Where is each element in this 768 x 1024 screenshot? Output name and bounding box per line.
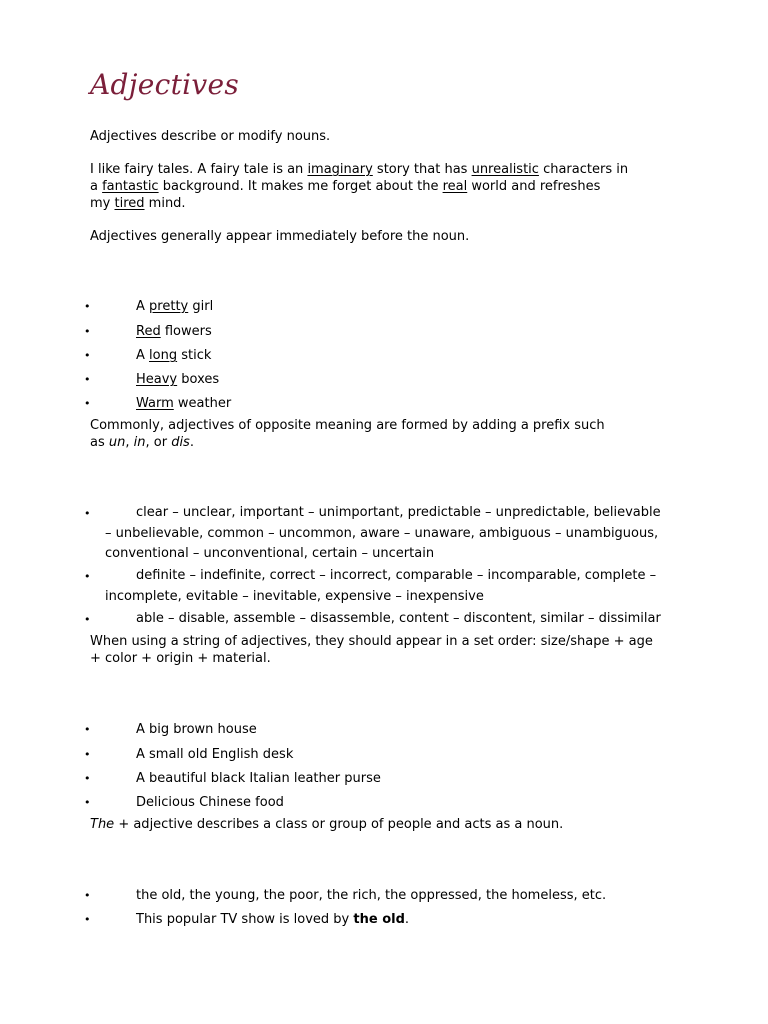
list-item: A big brown house [136, 722, 257, 737]
bullet-icon: • [84, 397, 91, 410]
list-item: Heavy boxes [136, 372, 220, 387]
fairy-line-1: I like fairy tales. A fairy tale is an imaginary story that has unrealistic characters in [90, 162, 629, 177]
bullet-icon: • [84, 748, 91, 761]
underlined-adjective: tired [114, 196, 145, 211]
list-item: A pretty girl [136, 299, 214, 314]
underlined-adjective: fantastic [102, 179, 159, 194]
order-line-1: When using a string of adjectives, they should appear in a set order: size/shape + age [90, 634, 653, 649]
list-item: clear – unclear, important – unimportant, predictable – unpredictable, believable [136, 505, 661, 520]
list-item: able – disable, assemble – disassemble, content – discontent, similar – dissimilar [136, 611, 661, 626]
list-item: A beautiful black Italian leather purse [136, 771, 381, 786]
list-item: A small old English desk [136, 747, 294, 762]
bullet-icon: • [84, 373, 91, 386]
opposite-paragraph [90, 417, 605, 451]
bullet-icon: • [84, 300, 91, 313]
fairy-line-2: a fantastic background. It makes me forget about the real world and refreshes [90, 179, 601, 194]
underlined-adjective: real [442, 179, 468, 194]
bullet-icon: • [84, 507, 91, 520]
list-item: the old, the young, the poor, the rich, the oppressed, the homeless, etc. [136, 888, 607, 903]
order-paragraph [90, 633, 653, 667]
bullet-icon: • [84, 889, 91, 902]
bullet-icon: • [84, 723, 91, 736]
list-item-continuation: incomplete, evitable – inevitable, expensive – inexpensive [105, 589, 484, 604]
list-item-continuation: – unbelievable, common – uncommon, aware – unaware, ambiguous – unambiguous, conventional – unconventional, certain – uncertain [105, 526, 659, 561]
page-title: Adjectives [90, 68, 240, 101]
the-rule-paragraph: The + adjective describes a class or group of people and acts as a noun. [90, 817, 564, 832]
list-item: Red flowers [136, 324, 212, 339]
bullet-icon: • [84, 796, 91, 809]
bullet-icon: • [84, 570, 91, 583]
bullet-icon: • [84, 349, 91, 362]
list-item: A long stick [136, 348, 212, 363]
opposite-line-2: as un, in, or dis. [90, 435, 194, 450]
list-item: Warm weather [136, 396, 232, 411]
underlined-adjective: imaginary [307, 162, 373, 177]
bullet-icon: • [84, 772, 91, 785]
list-item: definite – indefinite, correct – incorrect, comparable – incomparable, complete – [136, 568, 657, 583]
fairy-tale-paragraph [90, 161, 628, 212]
intro-text: Adjectives describe or modify nouns. [90, 129, 331, 144]
bullet-icon: • [84, 325, 91, 338]
underlined-adjective: unrealistic [471, 162, 539, 177]
bullet-icon: • [84, 613, 91, 626]
order-line-2: + color + origin + material. [90, 651, 271, 666]
position-note: Adjectives generally appear immediately before the noun. [90, 229, 470, 244]
fairy-line-3: my tired mind. [90, 196, 186, 211]
bullet-icon: • [84, 913, 91, 926]
opposite-line-1: Commonly, adjectives of opposite meaning are formed by adding a prefix such [90, 418, 605, 433]
list-item: Delicious Chinese food [136, 795, 284, 810]
list-item: This popular TV show is loved by the old. [136, 912, 410, 927]
